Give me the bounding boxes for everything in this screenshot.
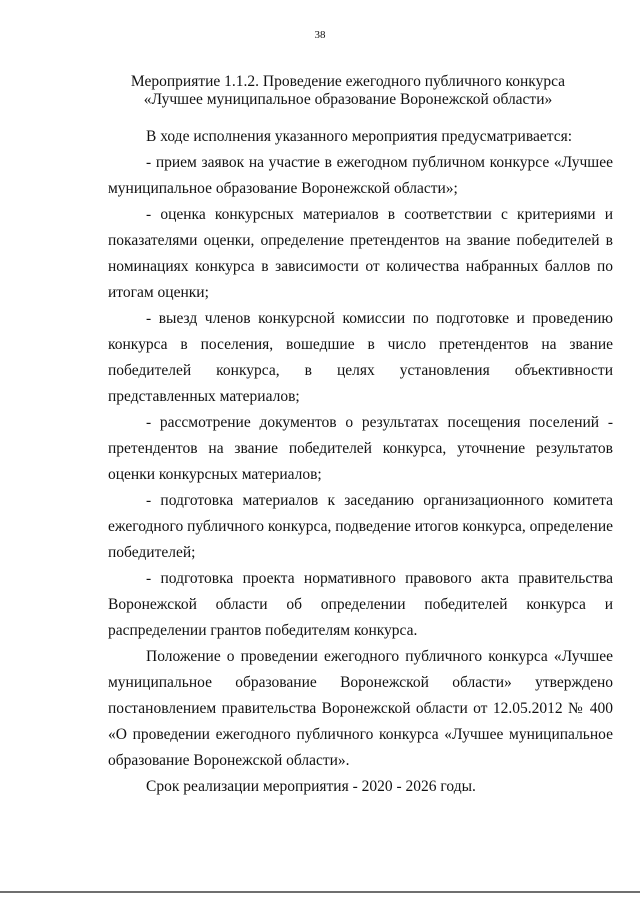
paragraph-item-site-visit: - выезд членов конкурсной комиссии по подготовке и проведению конкурса в поселения, вошедшие в число претендентов на звание победителей конкурса, в целях установления объективности представленных материалов; <box>108 310 613 405</box>
paragraph-item-applications: - прием заявок на участие в ежегодном публичном конкурсе «Лучшее муниципальное образование Воронежской области»; <box>108 154 613 197</box>
paragraph-regulation: Положение о проведении ежегодного публичного конкурса «Лучшее муниципальное образование Воронежской области» утверждено постановлением правительства Воронежской области от 12.05.2012 № 400 «О проведении ежегодного публичного конкурса «Лучшее муниципальное образование Воронежской области». <box>108 648 613 769</box>
paragraph-item-legal-act: - подготовка проекта нормативного правового акта правительства Воронежской области об определении победителей конкурса и распределении грантов победителям конкурса. <box>108 570 613 639</box>
paragraph-intro: В ходе исполнения указанного мероприятия предусматривается: <box>146 128 573 145</box>
paragraph-item-evaluation: - оценка конкурсных материалов в соответствии с критериями и показателями оценки, определение претендентов на звание победителей в номинациях конкурса в зависимости от количества набранных баллов по итогам оценки; <box>108 206 613 301</box>
document-body <box>108 124 613 800</box>
paragraph-item-committee: - подготовка материалов к заседанию организационного комитета ежегодного публичного конкурса, подведение итогов конкурса, определение победителей; <box>108 492 613 561</box>
heading-line-2: «Лучшее муниципальное образование Воронежской области» <box>143 91 553 108</box>
paragraph-term: Срок реализации мероприятия - 2020 - 2026 годы. <box>146 778 476 795</box>
bottom-scan-line <box>0 891 640 893</box>
paragraph-item-review: - рассмотрение документов о результатах посещения поселений - претендентов на звание победителей конкурса, уточнение результатов оценки конкурсных материалов; <box>108 414 613 483</box>
page-number: 38 <box>314 29 326 41</box>
heading-line-1: Мероприятие 1.1.2. Проведение ежегодного публичного конкурса <box>130 73 566 90</box>
section-heading <box>108 73 588 109</box>
